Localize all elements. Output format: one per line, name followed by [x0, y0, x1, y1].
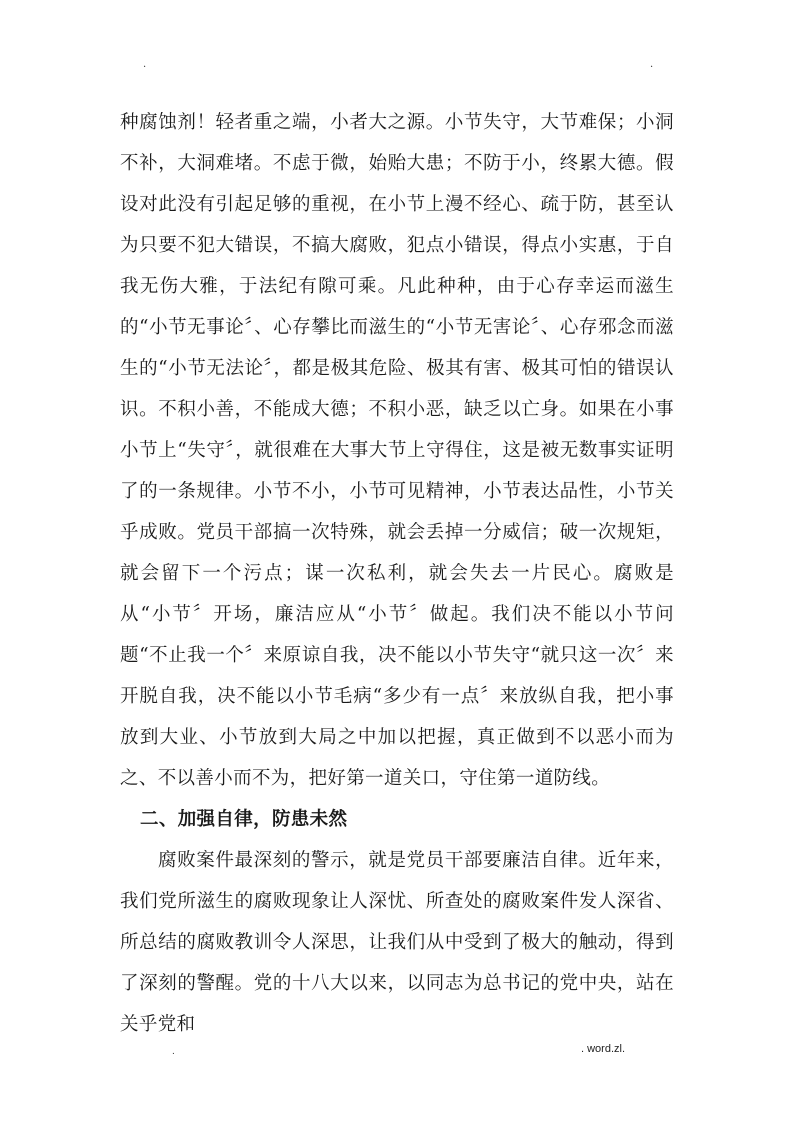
header-right-mark: . [650, 59, 654, 70]
header-left-mark: . [143, 59, 147, 70]
document-body [120, 102, 674, 1045]
footer-left-mark: . [172, 1046, 175, 1057]
section-heading-2: 二、加强自律，防患未然 [140, 809, 348, 830]
footer-watermark-text: . word.zl. [581, 1043, 626, 1055]
body-paragraph-2: 腐败案件最深刻的警示，就是党员干部要廉洁自律。近年来，我们党所滋生的腐败现象让人深忧、所查处的腐败案件发人深省、所总结的腐败教训令人深思，让我们从中受到了极大的触动，得到了深刻的警醒。党的十八大以来，以同志为总书记的党中央，站在关乎党和 [120, 850, 674, 1035]
body-paragraph-1: 种腐蚀剂！轻者重之端，小者大之源。小节失守，大节难保；小洞不补，大洞难堵。不虑于微，始贻大患；不防于小，终累大德。假设对此没有引起足够的重视，在小节上漫不经心、疏于防，甚至认为只要不犯大错误，不搞大腐败，犯点小错误，得点小实惠，于自我无伤大雅，于法纪有隙可乘。凡此种种，由于心存幸运而滋生的“小节无事论〞、心存攀比而滋生的“小节无害论〞、心存邪念而滋生的“小节无法论〞，都是极其危险、极其有害、极其可怕的错误认识。不积小善，不能成大德；不积小恶，缺乏以亡身。如果在小事小节上“失守〞，就很难在大事大节上守得住，这是被无数事实证明了的一条规律。小节不小，小节可见精神，小节表达品性，小节关乎成败。党员干部搞一次特殊，就会丢掉一分威信；破一次规矩，就会留下一个污点；谋一次私利，就会失去一片民心。腐败是从“小节〞开场，廉洁应从“小节〞做起。我们决不能以小节问题“不止我一个〞来原谅自我，决不能以小节失守“就只这一次〞来开脱自我，决不能以小节毛病“多少有一点〞来放纵自我，把小事放到大业、小节放到大局之中加以把握，真正做到不以恶小而为之、不以善小而不为，把好第一道关口，守住第一道防线。 [120, 112, 674, 789]
